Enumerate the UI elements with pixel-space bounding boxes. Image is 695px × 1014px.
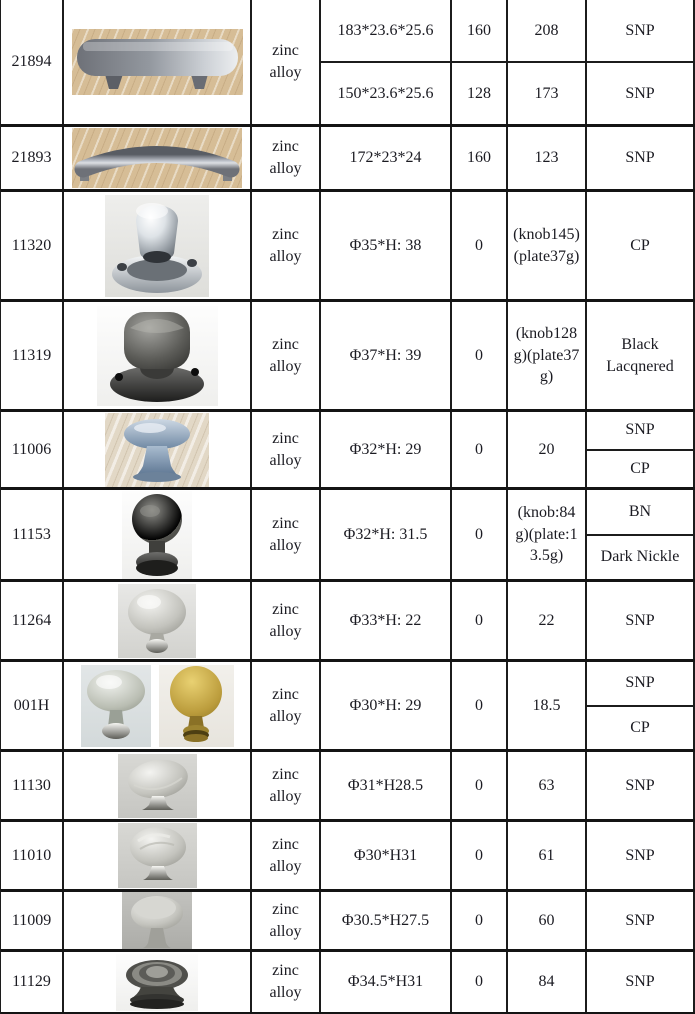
material-text: zinc alloy [269,962,302,1001]
weight-cell [508,822,587,889]
finish-cell [587,892,695,949]
product-code [1,952,64,1012]
weight-cell [508,412,587,487]
weight-text: 63 [538,776,555,794]
finish-option [587,449,693,488]
size-text: Φ35*H: 38 [349,236,422,254]
product-code [1,662,64,749]
material-text: zinc alloy [269,685,302,725]
size-cell [321,490,452,579]
weight-cell [508,127,587,189]
material-text: zinc alloy [269,600,302,640]
weight-text: (knob128g)(plate37g) [513,325,580,386]
table-row [1,582,695,662]
product-photo-cell [64,127,252,189]
hole-distance-cell [452,892,508,949]
size-text: Φ32*H: 31.5 [343,525,428,543]
nickel-knob-photo [118,584,196,658]
size-cell [321,752,452,819]
product-code [1,892,64,949]
finish-cell [587,582,695,659]
finish-cell [587,63,695,124]
weight-cell [508,752,587,819]
size-cell [321,822,452,889]
product-code-text: 11319 [11,346,52,364]
hole-distance-cell [452,582,508,659]
size-text: Φ33*H: 22 [349,611,422,629]
finish-text: BN [628,502,652,520]
finish-cell [587,127,695,189]
hole-text: 0 [475,525,483,543]
weight-text: (knob:84g)(plate:13.5g) [515,504,578,565]
silver-knob-photo [81,665,151,747]
finish-cell [587,192,695,299]
finish-text: Black Lacqnered [606,335,674,375]
hole-text: 0 [475,236,483,254]
size-text: Φ30.5*H27.5 [341,911,430,929]
blue-knob-drawing [105,413,209,487]
material-text: zinc alloy [269,225,302,265]
product-code [1,752,64,819]
curved-handle-photo [72,128,242,188]
product-photo-cell [64,662,252,749]
table-row [1,952,695,1014]
material-text: zinc alloy [269,335,302,375]
antique-knob-photo [122,491,192,579]
material-cell [252,127,321,189]
material-cell [252,582,321,659]
size-cell [321,63,452,124]
material-text: zinc alloy [269,835,302,875]
material-cell [252,822,321,889]
table-row [1,662,695,752]
chrome-knob-photo [105,195,209,297]
hole-distance-cell [452,822,508,889]
size-cell [321,302,452,409]
size-text: Φ37*H: 39 [349,346,422,364]
product-photo-cell [64,892,252,949]
blue-knob-photo [105,413,209,487]
finish-text: SNP [625,973,655,991]
finish-text: SNP [625,84,655,102]
finish-option [587,412,693,449]
product-code [1,582,64,659]
hole-distance-cell [452,0,508,61]
table-row [1,752,695,822]
product-code-text: 11010 [11,846,52,864]
finish-cell [587,952,695,1012]
hole-distance-cell [452,662,508,749]
weight-cell [508,192,587,299]
round-knob-drawing [118,823,197,888]
size-text: Φ30*H: 29 [349,696,422,714]
dark-knob-drawing [97,306,218,406]
product-code-text: 001H [13,696,50,714]
hole-text: 0 [475,346,483,364]
hole-distance-cell [452,412,508,487]
weight-text: 173 [534,84,559,102]
product-code-text: 11153 [12,525,51,543]
size-cell [321,192,452,299]
table-row [1,412,695,490]
flat-top-knob-photo [122,892,192,949]
hole-distance-cell [452,952,508,1012]
material-cell [252,412,321,487]
size-cell [321,892,452,949]
finish-text: SNP [625,421,655,439]
weight-text: (knob145)(plate37g) [513,225,580,265]
finish-text: Dark Nickle [600,548,680,566]
hole-text: 160 [467,21,491,39]
hole-text: 0 [475,911,483,929]
nickel-knob-drawing [118,584,196,658]
finish-text: SNP [625,776,655,794]
brass-knob-drawing [159,665,234,747]
hole-distance-cell [452,490,508,579]
flat-top-knob-drawing [122,892,192,949]
weight-cell [508,0,587,61]
round-knob-photo [118,823,197,888]
hole-text: 0 [475,846,483,864]
oval-knob-photo [118,754,197,818]
variant-row [321,61,695,124]
size-text: 172*23*24 [349,149,422,167]
size-text: Φ31*H28.5 [347,776,424,794]
weight-text: 61 [538,846,555,864]
ringed-knob-drawing [116,954,198,1011]
weight-text: 84 [538,973,555,991]
weight-text: 22 [538,611,555,629]
size-cell [321,127,452,189]
hole-text: 0 [475,776,483,794]
product-code [1,302,64,409]
size-text: Φ30*H31 [353,846,418,864]
material-cell [252,302,321,409]
dark-knob-photo [97,306,218,406]
finish-option [587,490,693,534]
finish-option [587,705,693,750]
product-photo-cell [64,412,252,487]
finish-cell [587,412,695,487]
weight-cell [508,490,587,579]
weight-cell [508,892,587,949]
antique-knob-drawing [122,491,192,579]
material-cell [252,752,321,819]
material-cell [252,0,321,124]
material-cell [252,490,321,579]
material-cell [252,892,321,949]
hole-text: 0 [475,973,483,991]
variant-rows [321,0,695,124]
weight-cell [508,63,587,124]
hole-text: 160 [467,149,491,167]
product-code [1,822,64,889]
product-code [1,127,64,189]
hole-text: 128 [467,84,491,102]
finish-cell [587,662,695,749]
table-row [1,822,695,892]
weight-text: 18.5 [532,696,561,714]
product-photo-cell [64,822,252,889]
product-photo-cell [64,490,252,579]
hole-distance-cell [452,63,508,124]
size-cell [321,952,452,1012]
weight-text: 208 [534,21,559,39]
product-photo-cell [64,302,252,409]
finish-text: SNP [625,21,655,39]
weight-cell [508,662,587,749]
product-code-text: 11009 [11,911,52,929]
product-code-text: 11130 [12,776,51,794]
material-text: zinc alloy [269,429,302,469]
hole-distance-cell [452,752,508,819]
finish-text: SNP [625,611,655,629]
finish-text: CP [630,236,650,254]
table-row [1,192,695,302]
hole-text: 0 [475,696,483,714]
finish-cell [587,752,695,819]
finish-option [587,662,693,705]
material-text: zinc alloy [269,900,302,940]
weight-cell [508,582,587,659]
size-text: Φ32*H: 29 [349,440,422,458]
product-code [1,412,64,487]
hole-text: 0 [475,440,483,458]
product-code-text: 11320 [11,236,52,254]
product-code-text: 11006 [11,440,52,458]
weight-cell [508,302,587,409]
product-photo-cell [64,752,252,819]
finish-text: SNP [625,846,655,864]
material-text: zinc alloy [269,138,302,177]
size-cell [321,582,452,659]
product-photo-cell [64,0,252,124]
finish-option [587,534,693,580]
material-cell [252,192,321,299]
chrome-knob-drawing [105,195,209,297]
size-cell [321,0,452,61]
finish-cell [587,0,695,61]
size-text: Φ34.5*H31 [347,973,424,991]
brass-knob-photo [159,665,234,747]
finish-text: SNP [625,149,655,167]
product-code [1,192,64,299]
silver-knob-drawing [81,665,151,747]
product-code-text: 11264 [11,611,52,629]
product-photo-cell [64,192,252,299]
oval-knob-drawing [118,754,197,818]
size-cell [321,662,452,749]
product-photo-cell [64,952,252,1012]
bar-handle-drawing [72,29,243,95]
table-row [1,0,695,127]
size-text: 150*23.6*25.6 [337,84,434,102]
product-code [1,490,64,579]
finish-cell [587,490,695,579]
product-code-text: 21894 [11,53,52,71]
finish-cell [587,822,695,889]
product-photo-cell [64,582,252,659]
variant-row [321,0,695,61]
weight-cell [508,952,587,1012]
material-text: zinc alloy [269,765,302,805]
size-cell [321,412,452,487]
hole-distance-cell [452,302,508,409]
hole-distance-cell [452,127,508,189]
material-cell [252,952,321,1012]
hole-distance-cell [452,192,508,299]
product-code-text: 21893 [11,149,52,167]
product-code-text: 11129 [12,973,51,991]
finish-text: CP [630,718,650,736]
material-text: zinc alloy [269,514,302,554]
hole-text: 0 [475,611,483,629]
table-row [1,127,695,192]
bar-handle-photo [72,29,243,95]
finish-text: SNP [625,911,655,929]
table-row [1,892,695,952]
finish-text: SNP [625,674,655,692]
weight-text: 60 [538,911,555,929]
weight-text: 20 [538,440,555,458]
table-row [1,490,695,582]
finish-text: CP [630,459,650,477]
ringed-knob-photo [116,954,198,1011]
table-row [1,302,695,412]
curved-handle-drawing [72,128,242,188]
size-text: 183*23.6*25.6 [337,21,434,39]
material-text: zinc alloy [269,42,302,81]
weight-text: 123 [534,149,559,167]
material-cell [252,662,321,749]
finish-cell [587,302,695,409]
product-code [1,0,64,124]
